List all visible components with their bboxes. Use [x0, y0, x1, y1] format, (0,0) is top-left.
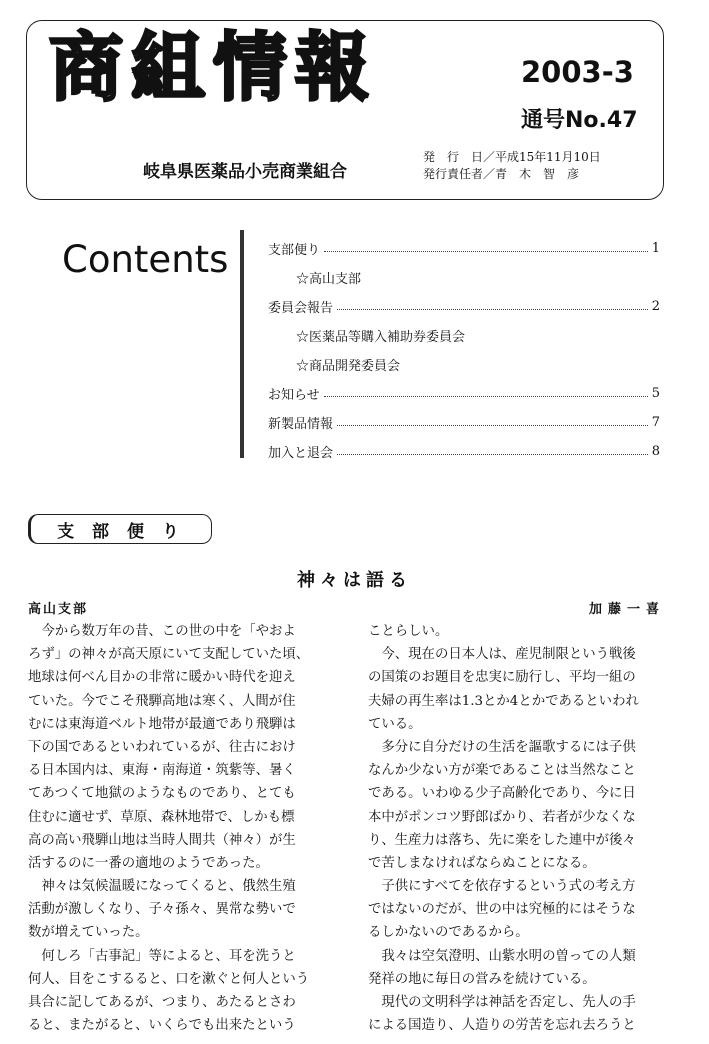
toc-leader-dots — [324, 251, 648, 252]
toc-item — [268, 350, 660, 379]
toc-leader-dots — [324, 396, 648, 397]
text-line: 数が増えていった。 — [28, 925, 149, 941]
masthead-title: 商組情報 — [49, 25, 377, 111]
toc-leader-dots — [337, 309, 648, 310]
toc-page-number: 8 — [651, 444, 660, 459]
article-branch: 高山支部 — [28, 602, 89, 617]
toc-leader-dots — [337, 454, 648, 455]
issue-date: 発 行 日／平成15年11月10日 — [423, 150, 601, 164]
toc-item-label: 新製品情報 — [268, 417, 334, 432]
article-title: 神々は語る — [297, 570, 412, 591]
section-label-box — [28, 514, 212, 544]
contents-divider — [240, 230, 244, 458]
text-line: なんか少ない方が楽であることは当然なこと — [368, 763, 636, 779]
toc-page-number: 5 — [651, 386, 660, 401]
text-line: 多分に自分だけの生活を謳歌するには子供 — [368, 739, 636, 755]
text-line: 活するのに一番の適地のようであった。 — [28, 855, 269, 871]
text-line: 具合に記してあるが、つまり、あたるとさわ — [28, 995, 296, 1010]
text-line: 本中がポンコツ野郎ばかり、若者が少なくな — [368, 809, 636, 825]
text-line: る日本国内は、東海・南海道・筑紫等、暑く — [28, 763, 296, 779]
toc-leader-dots — [337, 425, 648, 426]
article-author: 加藤一喜 — [588, 602, 665, 617]
table-of-contents — [268, 234, 660, 466]
text-line: である。いわゆる少子高齢化であり、今に日 — [368, 786, 636, 802]
text-line: 今から数万年の昔、この世の中を「やおよ — [28, 624, 296, 639]
toc-item-label: 委員会報告 — [268, 301, 334, 316]
text-line: 今、現在の日本人は、産児制限という戦後 — [368, 647, 636, 663]
text-line: 高の高い飛騨山地は当時人間共（神々）が生 — [28, 832, 296, 848]
issue-year: 2003-3 — [521, 55, 634, 89]
article-column-left — [28, 620, 333, 1037]
toc-page-number: 2 — [651, 299, 660, 314]
toc-item — [268, 321, 660, 350]
toc-item-label: ☆商品開発委員会 — [296, 359, 401, 374]
text-line: 地球は何べん目かの非常に暖かい時代を迎え — [28, 670, 296, 686]
article-column-right — [368, 620, 668, 1037]
toc-item-label: 支部便り — [268, 243, 321, 258]
text-line: 子供にすべてを依存するという式の考え方 — [368, 879, 636, 895]
text-line: 我々は空気澄明、山紫水明の曽っての人類 — [368, 948, 636, 964]
text-line: 神々は気候温暖になってくると、俄然生殖 — [28, 879, 296, 895]
text-line: 活動が激しくなり、子々孫々、異常な勢いで — [28, 902, 296, 918]
text-line: り、生産力は落ち、先に楽をした連中が後々 — [368, 832, 636, 848]
text-line: むには東海道ベルト地帯が最適であり飛騨は — [28, 716, 296, 732]
text-line: ことらしい。 — [368, 624, 449, 639]
toc-item-label: お知らせ — [268, 388, 320, 403]
toc-page-number: 7 — [651, 415, 660, 430]
text-line: 何人、目をこするると、口を漱ぐと何人という — [28, 971, 310, 987]
text-line: で苦しまなければならぬことになる。 — [368, 855, 596, 871]
toc-item — [268, 292, 660, 321]
text-line: による国造り、人造りの労苦を忘れ去ろうと — [368, 1018, 636, 1034]
masthead-box — [26, 20, 664, 200]
text-line: 住むに適せず、草原、森林地帯で、しかも標 — [28, 809, 295, 825]
publisher-name: 岐阜県医薬品小売商業組合 — [143, 162, 347, 182]
text-line: ると、またがると、いくらでも出来たという — [28, 1018, 296, 1034]
section-label: 支 部 便 り — [57, 521, 185, 542]
toc-item-label: 加入と退会 — [268, 446, 334, 461]
text-line: るしかないのであるから。 — [368, 925, 529, 941]
text-line: 夫婦の再生率は1.3とか4とかであるといわれ — [368, 693, 639, 709]
toc-item — [268, 408, 660, 437]
toc-item-label: ☆高山支部 — [296, 272, 362, 287]
contents-heading: Contents — [62, 238, 229, 281]
toc-item-label: ☆医薬品等購入補助券委員会 — [296, 330, 466, 345]
toc-item — [268, 234, 660, 263]
publication-meta — [423, 149, 601, 183]
toc-item — [268, 379, 660, 408]
text-line: ろず」の神々が高天原にいて支配していた頃、 — [28, 647, 310, 663]
text-line: 現代の文明科学は神話を否定し、先人の手 — [368, 995, 636, 1010]
text-line: 発祥の地に毎日の営みを続けている。 — [368, 971, 596, 987]
text-line: 何しろ「古事記」等によると、耳を洗うと — [28, 948, 296, 964]
editor-in-charge: 発行責任者／青 木 智 彦 — [423, 167, 580, 181]
text-line: ではないのだが、世の中は究極的にはそうな — [368, 902, 636, 918]
toc-item — [268, 263, 660, 292]
text-line: ていた。今でこそ飛騨高地は寒く、人間が住 — [28, 693, 296, 709]
text-line: てあつくて地獄のようなものであり、とても — [28, 786, 296, 802]
toc-page-number: 1 — [651, 241, 660, 256]
issue-number: 通号No.47 — [521, 108, 638, 133]
toc-item — [268, 437, 660, 466]
text-line: 下の国であるといわれているが、往古におけ — [28, 739, 296, 755]
text-line: の国策のお題目を忠実に励行し、平均一組の — [368, 670, 636, 686]
text-line: ている。 — [368, 716, 422, 732]
